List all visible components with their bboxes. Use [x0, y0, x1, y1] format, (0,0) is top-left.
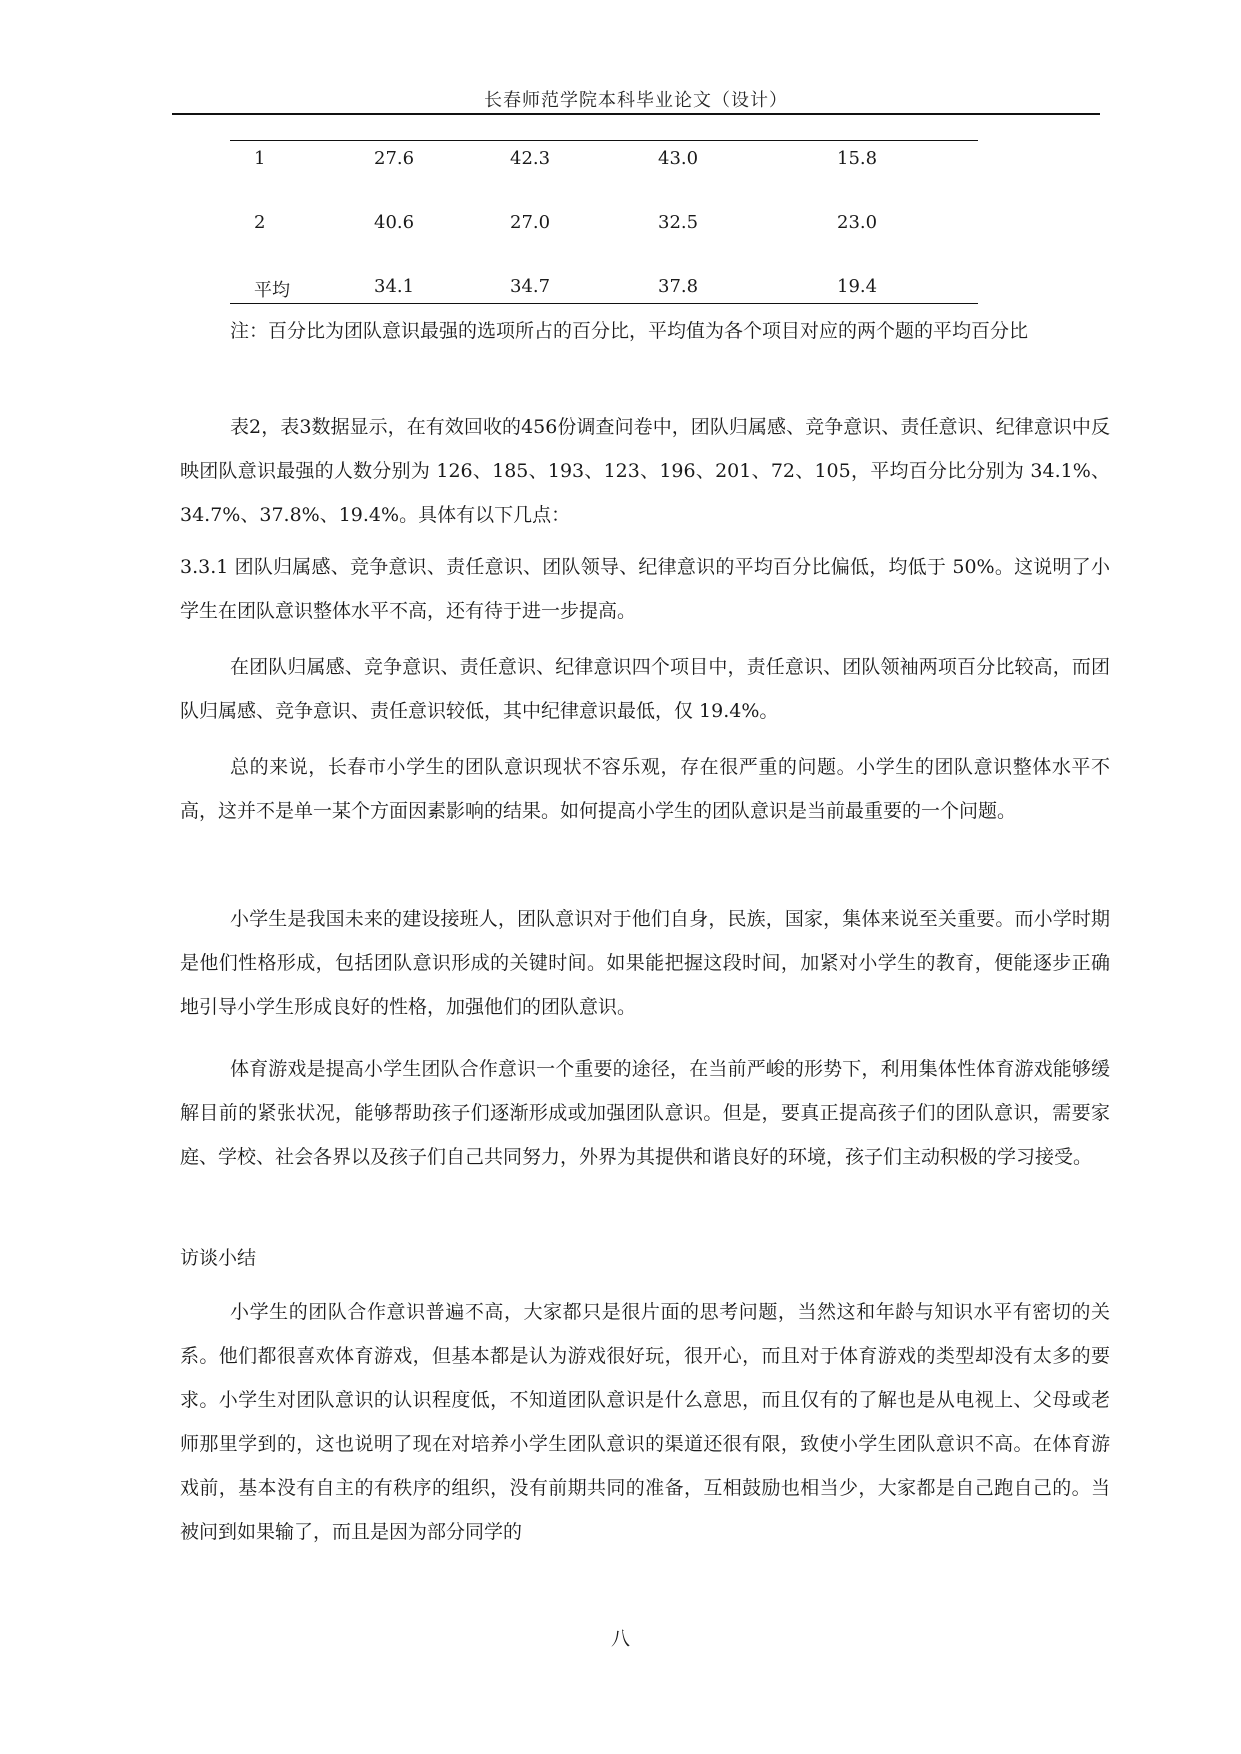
table-top-rule — [230, 140, 978, 141]
table-cell: 37.8 — [658, 276, 699, 297]
page-number: 八 — [610, 1628, 630, 1650]
table-cell: 1 — [254, 148, 266, 169]
table-cell: 平均 — [254, 280, 290, 301]
table-row — [0, 212, 1241, 236]
page-header: 长春师范学院本科毕业论文（设计） — [484, 90, 788, 111]
table-cell: 19.4 — [837, 276, 878, 297]
table-cell: 42.3 — [510, 148, 551, 169]
table-bottom-rule — [230, 303, 978, 304]
header-rule — [172, 113, 1100, 115]
section-heading: 访谈小结 — [180, 1247, 257, 1269]
table-cell: 32.5 — [658, 212, 699, 233]
paragraph: 小学生的团队合作意识普遍不高，大家都只是很片面的思考问题，当然这和年龄与知识水平有密切的关系。他们都很喜欢体育游戏，但基本都是认为游戏很好玩，很开心，而且对于体育游戏的类型却没有太多的要求。小学生对团队意识的认识程度低，不知道团队意识是什么意思，而且仅有的了解也是从电视上、父母或老师那里学到的，这也说明了现在对培养小学生团队意识的渠道还很有限，致使小学生团队意识不高。在体育游戏前，基本没有自主的有秩序的组织，没有前期共同的准备，互相鼓励也相当少，大家都是自己跑自己的。当被问到如果输了，而且是因为部分同学的 — [180, 1301, 1110, 1543]
paragraph: 体育游戏是提高小学生团队合作意识一个重要的途径，在当前严峻的形势下，利用集体性体育游戏能够缓解目前的紧张状况，能够帮助孩子们逐渐形成或加强团队意识。但是，要真正提高孩子们的团队意识，需要家庭、学校、社会各界以及孩子们自己共同努力，外界为其提供和谐良好的环境，孩子们主动积极的学习接受。 — [180, 1058, 1110, 1168]
paragraph: 小学生是我国未来的建设接班人，团队意识对于他们自身，民族，国家，集体来说至关重要。而小学时期是他们性格形成，包括团队意识形成的关键时间。如果能把握这段时间，加紧对小学生的教育，便能逐步正确地引导小学生形成良好的性格，加强他们的团队意识。 — [180, 908, 1110, 1018]
table-cell: 40.6 — [374, 212, 415, 233]
paragraph: 总的来说，长春市小学生的团队意识现状不容乐观，存在很严重的问题。小学生的团队意识整体水平不高，这并不是单一某个方面因素影响的结果。如何提高小学生的团队意识是当前最重要的一个问题。 — [180, 756, 1110, 822]
table-cell: 2 — [254, 212, 266, 233]
paragraph: 在团队归属感、竞争意识、责任意识、纪律意识四个项目中，责任意识、团队领袖两项百分比较高，而团队归属感、竞争意识、责任意识较低，其中纪律意识最低，仅 19.4%。 — [180, 656, 1110, 722]
table-cell: 15.8 — [837, 148, 878, 169]
table-cell: 27.6 — [374, 148, 415, 169]
table-cell: 27.0 — [510, 212, 551, 233]
table-row — [0, 276, 1241, 300]
table-row — [0, 148, 1241, 172]
table-cell: 43.0 — [658, 148, 699, 169]
table-cell: 23.0 — [837, 212, 878, 233]
table-note: 注：百分比为团队意识最强的选项所占的百分比，平均值为各个项目对应的两个题的平均百分比 — [230, 320, 1029, 342]
table-cell: 34.7 — [510, 276, 551, 297]
section-paragraph: 3.3.1 团队归属感、竞争意识、责任意识、团队领导、纪律意识的平均百分比偏低，均低于 50%。这说明了小学生在团队意识整体水平不高，还有待于进一步提高。 — [180, 556, 1110, 622]
table-cell: 34.1 — [374, 276, 415, 297]
paragraph: 表2，表3数据显示，在有效回收的456份调查问卷中，团队归属感、竞争意识、责任意识、纪律意识中反映团队意识最强的人数分别为 126、185、193、123、196、201、72、105，平均百分比分别为 34.1%、34.7%、37.8%、19.4%。具体有以下几点： — [180, 416, 1110, 526]
